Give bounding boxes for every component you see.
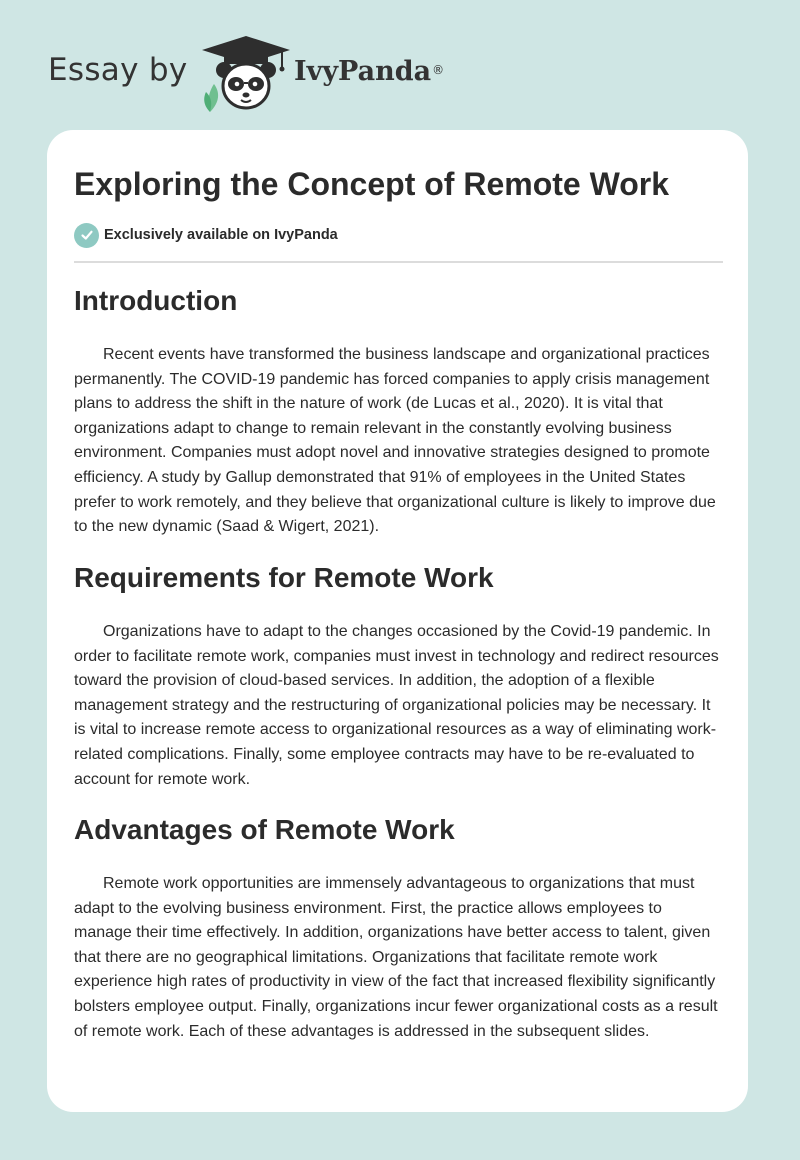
- essay-title: Exploring the Concept of Remote Work: [74, 166, 669, 202]
- section-body-advantages: Remote work opportunities are immensely advantageous to organizations that must adapt to the evolving business environment. First, the practice allows employees to manage their time effectively. In addition, organizations have better access to talent, given that there are no geographical limitations. Organizations that facilitate remote work experience high rates of productivity in view of the fact that increased flexibility significantly bolsters employee output. Finally, organizations incur fewer organizational costs as a result of remote work. Each of these advantages is addressed in the subsequent slides.: [74, 875, 718, 1040]
- exclusive-badge: [74, 222, 338, 248]
- brand-name-text: IvyPanda: [294, 56, 432, 87]
- leaf-icon: [204, 84, 218, 112]
- registered-mark: ®: [432, 63, 445, 77]
- exclusive-label: Exclusively available on IvyPanda: [104, 227, 338, 243]
- section-heading-requirements: Requirements for Remote Work: [74, 562, 494, 593]
- brand-prefix: Essay by: [48, 52, 188, 88]
- essay-card: [47, 130, 748, 1112]
- section-body-requirements: Organizations have to adapt to the changes occasioned by the Covid-19 pandemic. In order to facilitate remote work, companies must invest in technology and redirect resources toward the provision of cloud-based services. In addition, the adoption of a flexible management strategy and the restructuring of organizational policies may be necessary. It is vital to increase remote access to organizational resources as a way of eliminating work-related complications. Finally, some employee contracts may have to be re-evaluated to account for remote work.: [74, 623, 719, 788]
- section-heading-introduction: Introduction: [74, 285, 238, 316]
- site-header: [0, 0, 800, 130]
- section-heading-advantages: Advantages of Remote Work: [74, 814, 455, 845]
- panda-logo-icon[interactable]: [200, 34, 292, 112]
- brand-name[interactable]: [294, 54, 444, 90]
- title-divider: [74, 261, 723, 263]
- checkmark-icon: [74, 223, 99, 248]
- section-body-introduction: Recent events have transformed the business landscape and organizational practices permanently. The COVID-19 pandemic has forced companies to apply crisis management plans to address the shift in the nature of work (de Lucas et al., 2020). It is vital that organizations adapt to change to remain relevant in the constantly evolving business environment. Companies must adopt novel and innovative strategies designed to promote efficiency. A study by Gallup demonstrated that 91% of employees in the United States prefer to work remotely, and they believe that organizational culture is likely to improve due to the new dynamic (Saad & Wigert, 2021).: [74, 346, 716, 536]
